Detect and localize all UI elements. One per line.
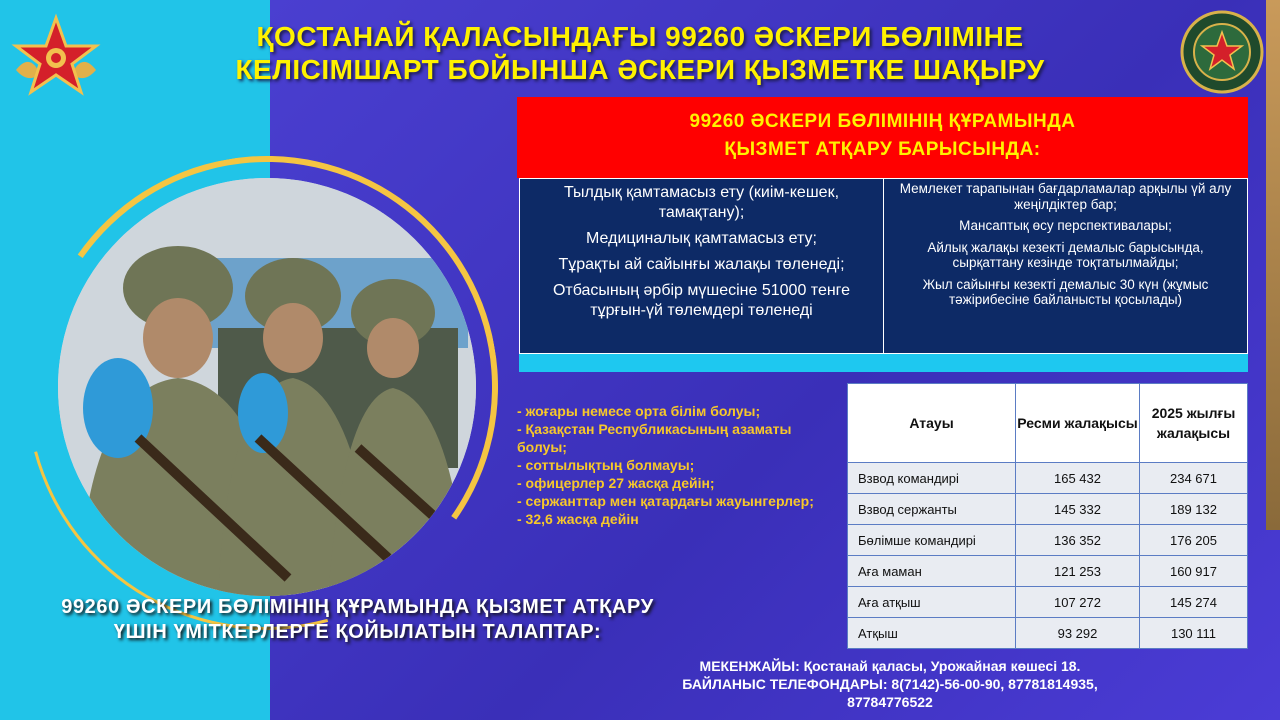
requirement-item: - офицерлер 27 жасқа дейін; xyxy=(517,475,715,491)
table-row xyxy=(848,587,1248,618)
table-row xyxy=(848,556,1248,587)
service-banner-line-1: 99260 ӘСКЕРИ БӨЛІМІНІҢ ҚҰРАМЫНДА xyxy=(689,111,1076,132)
cyan-divider xyxy=(519,354,1248,372)
title-line-1: ҚОСТАНАЙ ҚАЛАСЫНДАҒЫ 99260 ӘСКЕРИ БӨЛІМІНЕ xyxy=(256,21,1024,52)
salary-2025-cell: 160 917 xyxy=(1140,556,1248,587)
benefit-item: Тұрақты ай сайынғы жалақы төленеді; xyxy=(558,256,845,273)
benefits-left-column xyxy=(520,179,884,353)
requirements-heading xyxy=(0,595,715,645)
benefit-item: Тылдық қамтамасыз ету (киім-кешек, тамақтану); xyxy=(563,184,840,221)
salary-2025-cell: 189 132 xyxy=(1140,494,1248,525)
requirement-item: - жоғары немесе орта білім болуы; xyxy=(517,403,761,419)
service-banner xyxy=(517,97,1248,178)
table-row xyxy=(848,525,1248,556)
position-cell: Атқыш xyxy=(848,618,1016,649)
official-salary-cell: 121 253 xyxy=(1016,556,1140,587)
salary-2025-cell: 176 205 xyxy=(1140,525,1248,556)
benefits-right-column xyxy=(884,179,1247,353)
position-cell: Аға маман xyxy=(848,556,1016,587)
address-text: МЕКЕНЖАЙЫ: Қостанай қаласы, Урожайная көшесі 18. xyxy=(699,658,1081,674)
star-emblem-icon xyxy=(10,12,102,104)
benefit-item: Отбасының әрбір мүшесіне 51000 тенге тұрғын-үй төлемдері төленеді xyxy=(552,282,851,319)
page-title xyxy=(150,20,1130,86)
soldiers-photo xyxy=(58,178,476,596)
column-header-official-salary: Ресми жалақысы xyxy=(1016,384,1140,463)
requirement-item: - Қазақстан Республикасының азаматы болуы; xyxy=(517,421,792,455)
benefit-item: Медициналық қамтамасыз ету; xyxy=(586,230,817,247)
column-header-name: Атауы xyxy=(848,384,1016,463)
table-row xyxy=(848,494,1248,525)
right-edge-strip xyxy=(1266,0,1280,530)
official-salary-cell: 165 432 xyxy=(1016,463,1140,494)
benefit-item: Айлық жалақы кезекті демалыс барысында, сырқаттану кезінде тоқтатылмайды; xyxy=(927,239,1204,270)
requirement-item: - 32,6 жасқа дейін xyxy=(517,511,639,527)
official-salary-cell: 136 352 xyxy=(1016,525,1140,556)
table-header-row xyxy=(848,384,1248,463)
service-banner-line-2: ҚЫЗМЕТ АТҚАРУ БАРЫСЫНДА: xyxy=(724,139,1041,160)
position-cell: Взвод сержанты xyxy=(848,494,1016,525)
contact-info xyxy=(640,657,1140,711)
position-cell: Бөлімше командирі xyxy=(848,525,1016,556)
requirement-item: - сержанттар мен қатардағы жауынгерлер; xyxy=(517,493,814,509)
position-cell: Взвод командирі xyxy=(848,463,1016,494)
phones-text-continued: 87784776522 xyxy=(847,694,933,710)
official-salary-cell: 107 272 xyxy=(1016,587,1140,618)
requirements-heading-line-2: ҮШІН ҮМІТКЕРЛЕРГЕ ҚОЙЫЛАТЫН ТАЛАПТАР: xyxy=(113,621,602,643)
benefit-item: Мемлекет тарапынан бағдарламалар арқылы үй алу жеңілдіктер бар; xyxy=(899,181,1232,212)
column-header-2025-salary: 2025 жылғы жалақысы xyxy=(1140,384,1248,463)
official-salary-cell: 93 292 xyxy=(1016,618,1140,649)
table-row xyxy=(848,463,1248,494)
salary-2025-cell: 234 671 xyxy=(1140,463,1248,494)
benefit-item: Мансаптық өсу перспективалары; xyxy=(959,218,1172,233)
requirements-heading-line-1: 99260 ӘСКЕРИ БӨЛІМІНІҢ ҚҰРАМЫНДА ҚЫЗМЕТ АТҚАРУ xyxy=(61,596,654,618)
requirement-item: - соттылықтың болмауы; xyxy=(517,457,695,473)
position-cell: Аға атқыш xyxy=(848,587,1016,618)
official-salary-cell: 145 332 xyxy=(1016,494,1140,525)
title-line-2: КЕЛІСІМШАРТ БОЙЫНША ӘСКЕРИ ҚЫЗМЕТКЕ ШАҚЫРУ xyxy=(235,54,1045,85)
table-row xyxy=(848,618,1248,649)
requirements-list xyxy=(517,402,837,528)
benefit-item: Жыл сайынғы кезекті демалыс 30 күн (жұмыс тәжірибесіне байланысты қосылады) xyxy=(922,276,1209,307)
benefits-table xyxy=(519,178,1248,354)
salary-table xyxy=(847,383,1248,641)
salary-2025-cell: 145 274 xyxy=(1140,587,1248,618)
military-seal-icon xyxy=(1180,10,1264,94)
salary-2025-cell: 130 111 xyxy=(1140,618,1248,649)
phones-text: БАЙЛАНЫС ТЕЛЕФОНДАРЫ: 8(7142)-56-00-90, 87781814935, xyxy=(682,676,1098,692)
